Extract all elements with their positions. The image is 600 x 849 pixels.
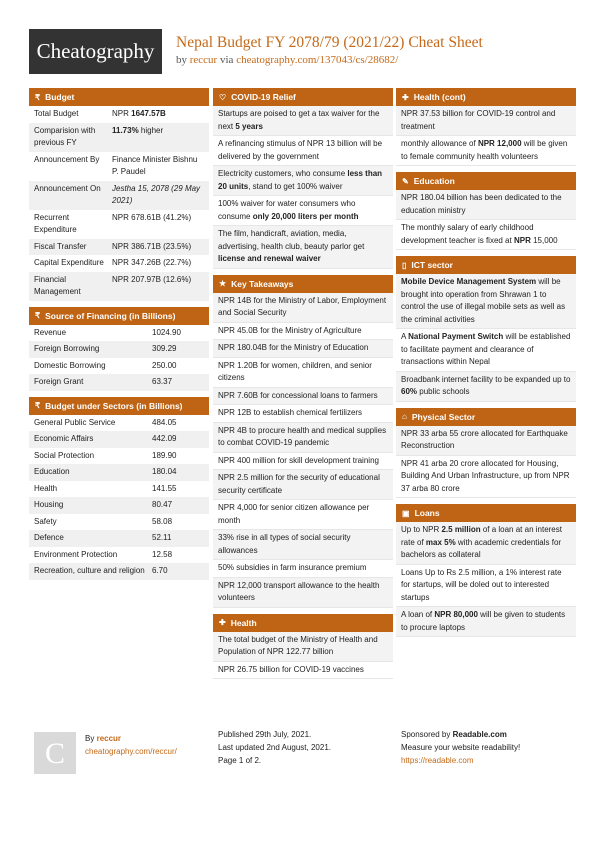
item-text-a: NPR 37.53 billion for COVID-19 control and treatment (401, 109, 556, 131)
covid-title: COVID-19 Relief (231, 92, 296, 102)
financing-header (29, 307, 209, 325)
loans-title: Loans (414, 508, 440, 518)
item-text-b: NPR 80,000 (434, 610, 478, 619)
updated-date: Last updated 2nd August, 2021. (218, 743, 331, 752)
table-row (29, 481, 209, 498)
money-icon: ▣ (402, 508, 410, 518)
row-value: 63.37 (152, 377, 173, 386)
covid-header (213, 88, 393, 106)
takeaways-section (213, 275, 393, 608)
item-text-c: will be brought into operation from Shrawan 1 to control the use of illegal mobile sets as well as the criminal activities (401, 277, 566, 324)
table-row (29, 514, 209, 531)
published-date: Published 29th July, 2021. (218, 730, 312, 739)
medkit-icon: ✚ (219, 618, 226, 627)
item-text-a: A loan of (401, 610, 435, 619)
health-header (213, 614, 393, 632)
list-item (396, 106, 576, 136)
table-row (29, 341, 209, 358)
column-2 (213, 88, 393, 685)
pencil-icon: ✎ (402, 176, 409, 186)
row-key: Safety (34, 516, 57, 526)
budget-section (29, 88, 209, 301)
via-label: via (219, 54, 234, 66)
row-value (112, 183, 204, 208)
item-text-a: Startups are poised to get a tax waiver for the next (218, 109, 380, 131)
star-icon: ★ (219, 279, 227, 288)
item-text-b: license and renewal waiver (218, 254, 321, 263)
row-key: Total Budget (34, 109, 79, 118)
list-item: 33% rise in all types of social security allowances (213, 530, 393, 560)
loans-header (396, 504, 576, 522)
item-text-a: Up to NPR (401, 525, 442, 534)
physical-header (396, 408, 576, 426)
item-text-b: 2.5 million (441, 525, 481, 534)
takeaways-title: Key Takeaways (231, 278, 294, 289)
list-item (396, 329, 576, 372)
row-value: 80.47 (152, 500, 173, 509)
row-key: Announcement By (34, 154, 100, 164)
list-item: NPR 45.0B for the Ministry of Agriculture (213, 323, 393, 341)
sponsor-text: Measure your website readability! (401, 743, 521, 752)
list-item: NPR 400 million for skill development training (213, 453, 393, 471)
item-text-c: will be established to facilitate payment and clearance of transactions within Nepal (401, 332, 571, 366)
health-cont-title: Health (cont) (413, 92, 466, 102)
row-key: Economic Affairs (34, 434, 94, 443)
table-row (29, 448, 209, 465)
row-value (112, 212, 204, 237)
row-key: Health (34, 483, 58, 493)
table-row (29, 547, 209, 564)
item-text-c: will be given to female community health volunteers (401, 139, 568, 161)
item-text-a: A (401, 332, 409, 341)
row-value (112, 257, 204, 270)
row-value (112, 154, 204, 179)
item-text-a: 100% waiver for water consumers who consume (218, 199, 356, 221)
education-header (396, 172, 576, 190)
footer-dates (218, 728, 331, 767)
list-item (396, 136, 576, 166)
table-row (29, 374, 209, 391)
table-row (29, 415, 209, 432)
row-value: 58.08 (152, 516, 173, 526)
list-item (396, 372, 576, 402)
rupee-icon: ₹ (35, 92, 41, 102)
item-text-b: only 20,000 liters per month (252, 211, 359, 221)
ict-title: ICT sector (411, 260, 453, 270)
value-pre: NPR 207.97B (12.6%) (112, 274, 192, 284)
list-item: NPR 4B to procure health and medical supplies to combat COVID-19 pandemic (213, 423, 393, 453)
row-value (112, 108, 204, 121)
author-link[interactable]: reccur (189, 54, 218, 66)
list-item (396, 220, 576, 250)
list-item: NPR 1.20B for women, children, and senior citizens (213, 358, 393, 388)
list-item: 50% subsidies in farm insurance premium (213, 560, 393, 578)
list-item (213, 136, 393, 166)
item-text-b: National Payment Switch (408, 332, 504, 341)
medkit-icon: ✚ (402, 92, 409, 102)
item-text-a: A refinancing stimulus of NPR 13 billion will be delivered by the government (218, 139, 383, 161)
row-key: Domestic Borrowing (34, 360, 106, 370)
mobile-icon: ▯ (402, 260, 407, 270)
list-item (396, 274, 576, 329)
list-item: NPR 26.75 billion for COVID-19 vaccines (213, 662, 393, 680)
row-value (112, 125, 204, 150)
item-text-c: public schools (417, 387, 470, 396)
list-item: NPR 7.60B for concessional loans to farmers (213, 388, 393, 406)
item-text-b: NPR (513, 235, 531, 245)
table-row (29, 325, 209, 342)
byline (176, 54, 483, 66)
item-text-a: The monthly salary of early childhood development teacher is fixed at (401, 223, 534, 245)
item-text-c: of a loan at an interest rate of (401, 525, 562, 547)
row-value: 12.58 (152, 549, 173, 559)
item-text-c: , stand to get 100% waiver (248, 181, 343, 191)
health-title: Health (230, 617, 257, 628)
value-pre: NPR (112, 109, 132, 118)
site-logo[interactable]: Cheatography (29, 29, 162, 74)
health-cont-section (396, 88, 576, 166)
item-text-c: will be given to students to procure laptops (401, 610, 566, 632)
row-key: Social Protection (34, 450, 95, 460)
row-value: 442.09 (152, 434, 177, 443)
health-section (213, 614, 393, 680)
rupee-icon: ₹ (35, 311, 41, 320)
value-bold: 11.73% (112, 125, 139, 135)
table-row (29, 464, 209, 481)
list-item: NPR 14B for the Ministry of Labor, Employment and Social Security (213, 293, 393, 323)
row-key: Comparision with previous FY (34, 125, 96, 147)
item-text-d: max 5% (425, 537, 456, 547)
sectors-section (29, 397, 209, 580)
item-text-a: Electricity customers, who consume (218, 169, 348, 178)
header (176, 34, 483, 66)
value-pre: Finance Minister Bishnu P. Paudel (112, 154, 198, 176)
value-pre: NPR 678.61B (41.2%) (112, 212, 192, 222)
list-item: The total budget of the Ministry of Health and Population of NPR 122.77 billion (213, 632, 393, 662)
financing-section (29, 307, 209, 391)
sectors-title: Budget under Sectors (in Billions) (45, 400, 183, 411)
row-key: Housing (34, 500, 64, 509)
row-key: Revenue (34, 327, 67, 337)
value-post: higher (138, 125, 164, 135)
row-key: Foreign Grant (34, 377, 84, 386)
row-value: 180.04 (152, 467, 177, 476)
list-item: NPR 2.5 million for the security of educational security certificate (213, 470, 393, 500)
financing-title: Source of Financing (in Billions) (45, 310, 176, 321)
row-value: 250.00 (152, 360, 177, 370)
table-row (29, 530, 209, 547)
item-text-a: Loans Up to Rs 2.5 million, a 1% interest rate for startups, will be doled out to interested startups (401, 567, 562, 602)
item-text-c: 15,000 (530, 235, 558, 245)
item-text-b: 60% (401, 387, 418, 396)
value-pre: NPR 386.71B (23.5%) (112, 241, 192, 251)
row-key: Foreign Borrowing (34, 344, 100, 353)
column-1 (29, 88, 209, 586)
ict-header (396, 256, 576, 274)
row-value: 484.05 (152, 417, 177, 427)
covid-section (213, 88, 393, 269)
budget-title: Budget (45, 92, 75, 102)
row-key: Financial Management (34, 274, 81, 296)
row-key: Defence (34, 533, 64, 542)
item-text-b: NPR 12,000 (477, 139, 522, 148)
budget-header (29, 88, 209, 106)
sheet-url-link[interactable]: cheatography.com/137043/cs/28682/ (236, 54, 399, 66)
list-item (396, 522, 576, 565)
table-row (29, 123, 209, 152)
table-row (29, 358, 209, 375)
table-row (29, 210, 209, 239)
item-text-e: with academic credentials for bachelors as collateral (401, 537, 562, 559)
item-text-a: Broadbank internet facility to be expanded up to (401, 374, 571, 384)
row-key: Environment Protection (34, 549, 118, 559)
by-label: by (176, 54, 187, 66)
list-item (213, 196, 393, 226)
item-text-a: monthly allowance of (401, 139, 478, 148)
list-item: NPR 41 arba 20 crore allocated for Housing, Building And Urban Infrastructure, up from NPR 37 arba 80 crore (396, 456, 576, 499)
item-text-a: The film, handicraft, aviation, media, advertising, health club, beauty parlor get (218, 229, 365, 251)
page-title: Nepal Budget FY 2078/79 (2021/22) Cheat Sheet (176, 34, 483, 51)
item-text-b: Mobile Device Management System (401, 277, 537, 286)
row-value (112, 241, 204, 254)
row-key: Education (34, 467, 70, 476)
table-row (29, 272, 209, 301)
list-item: NPR 12,000 transport allowance to the health volunteers (213, 578, 393, 608)
list-item (396, 565, 576, 608)
education-title: Education (413, 176, 455, 186)
table-row (29, 152, 209, 181)
list-item (213, 106, 393, 136)
row-value: 1024.90 (152, 327, 181, 337)
list-item (396, 190, 576, 220)
table-row (29, 181, 209, 210)
page-number: Page 1 of 2. (218, 756, 262, 765)
sponsor-url[interactable]: https://readable.com (401, 756, 474, 765)
value-pre: NPR 347.26B (22.7%) (112, 258, 192, 267)
table-row (29, 255, 209, 272)
footer-author-url[interactable]: cheatography.com/reccur/ (85, 747, 177, 756)
item-text-a: NPR 180.04 billion has been dedicated to the education ministry (401, 193, 562, 215)
table-row (29, 497, 209, 514)
ict-section (396, 256, 576, 402)
sponsored-label: Sponsored by (401, 730, 451, 739)
item-text-b: 5 years (235, 121, 263, 131)
footer-by-label: By (85, 734, 95, 743)
physical-section (396, 408, 576, 499)
table-row (29, 431, 209, 448)
row-key: Recurrent Expenditure (34, 212, 77, 234)
loans-section (396, 504, 576, 637)
physical-title: Physical Sector (411, 411, 476, 422)
value-pre: Jestha 15, 2078 (29 May 2021) (112, 183, 201, 205)
table-row (29, 239, 209, 256)
health-cont-header (396, 88, 576, 106)
row-value: 6.70 (152, 566, 168, 575)
row-value: 189.90 (152, 450, 177, 460)
row-value: 52.11 (152, 533, 172, 542)
row-key: Announcement On (34, 183, 101, 193)
row-key: Fiscal Transfer (34, 241, 87, 251)
table-row (29, 563, 209, 580)
row-key: General Public Service (34, 417, 116, 427)
item-text-b: less than 20 units (218, 169, 383, 191)
table-row (29, 106, 209, 123)
row-value: 141.55 (152, 483, 177, 493)
row-key: Capital Expenditure (34, 258, 104, 267)
value-bold: 1647.57B (131, 109, 166, 118)
heart-icon: ♡ (219, 92, 227, 102)
takeaways-header (213, 275, 393, 293)
row-value (112, 274, 204, 299)
row-value: 309.29 (152, 344, 177, 353)
footer-sponsor (401, 728, 520, 767)
sectors-header (29, 397, 209, 415)
list-item: NPR 33 arba 55 crore allocated for Earthquake Reconstruction (396, 426, 576, 456)
row-key: Recreation, culture and religion (34, 566, 145, 575)
list-item: NPR 12B to establish chemical fertilizers (213, 405, 393, 423)
list-item (396, 607, 576, 637)
column-3 (396, 88, 576, 643)
list-item: NPR 4,000 for senior citizen allowance per month (213, 500, 393, 530)
home-icon: ⌂ (402, 412, 407, 421)
list-item (213, 166, 393, 196)
education-section (396, 172, 576, 250)
footer-author-link[interactable]: reccur (96, 734, 122, 743)
list-item (213, 226, 393, 269)
rupee-icon: ₹ (35, 401, 41, 410)
avatar[interactable]: C (34, 732, 76, 774)
list-item: NPR 180.04B for the Ministry of Education (213, 340, 393, 358)
sponsor-name[interactable]: Readable.com (452, 730, 507, 739)
